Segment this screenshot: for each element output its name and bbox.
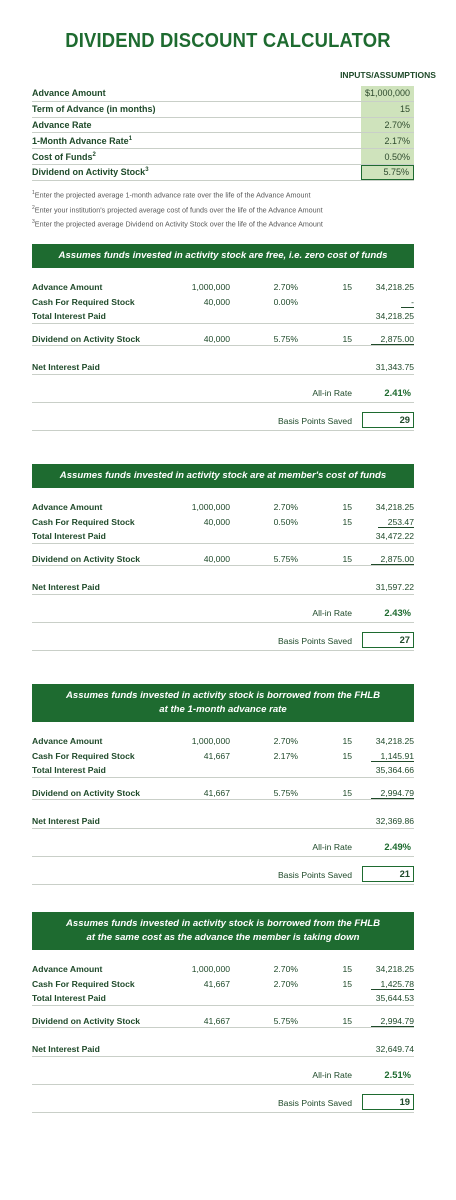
footnote: $^1$Enter the projected average 1-month advance rate over the life of the Advance Amount (32, 190, 311, 200)
row-label: Total Interest Paid (32, 765, 106, 775)
row-label: Cash For Required Stock (32, 978, 135, 989)
banner-line: Assumes funds invested in activity stock is borrowed from the FHLB (66, 690, 380, 701)
cell: 15 (342, 750, 352, 761)
row-dividend (32, 1014, 414, 1029)
cell: 2.70% (273, 978, 298, 989)
advance-amount-input[interactable]: $1,000,000 (361, 86, 414, 101)
footnote: $^3$Enter the projected average Dividend on Activity Stock over the life of the Advance Amount (32, 219, 323, 229)
row-net-interest (32, 360, 414, 375)
scenario-section-1 (32, 244, 414, 431)
basis-points-label: Basis Points Saved (277, 869, 352, 880)
row-label: Dividend on Activity Stock (32, 787, 141, 798)
basis-points-row (32, 409, 414, 431)
row-total-interest (32, 763, 414, 778)
scenario-banner (32, 244, 414, 268)
cell: 15 (342, 502, 352, 512)
one-month-rate-input[interactable]: 2.17% (361, 133, 414, 148)
cell: 2.70% (273, 282, 298, 292)
cell: 40,000 (203, 296, 230, 307)
row-cash-required (32, 515, 414, 530)
cell: 1,000,000 (191, 282, 230, 292)
cell: 41,667 (203, 787, 230, 798)
basis-points-label: Basis Points Saved (277, 415, 352, 426)
row-label: Net Interest Paid (32, 582, 100, 592)
row-cash-required (32, 977, 414, 992)
banner-line: Assumes funds invested in activity stock are free, i.e. zero cost of funds (58, 250, 388, 261)
cell: 34,218.25 (375, 282, 414, 292)
scenario-section-4 (32, 912, 414, 1113)
input-row-1-month-rate (32, 133, 414, 149)
cell: 34,218.25 (375, 736, 414, 746)
scenario-section-3 (32, 684, 414, 885)
input-row-advance-amount (32, 86, 414, 102)
term-input[interactable]: 15 (361, 102, 414, 117)
row-label: Dividend on Activity Stock (32, 1015, 141, 1026)
cell: 0.50% (273, 516, 298, 527)
row-label: Advance Amount (32, 502, 103, 512)
input-label: 1-Month Advance Rate (32, 135, 129, 146)
cell: 5.75% (273, 1015, 298, 1026)
cell: 15 (342, 978, 352, 989)
row-label: Net Interest Paid (32, 362, 100, 372)
basis-points-value: 19 (362, 1094, 414, 1110)
cell: 35,364.66 (375, 765, 414, 775)
row-label: Advance Amount (32, 736, 103, 746)
input-row-advance-rate (32, 118, 414, 134)
cell: 2.17% (273, 750, 298, 761)
cell: 40,000 (203, 516, 230, 527)
input-row-term (32, 102, 414, 118)
scenario-banner (32, 912, 414, 950)
cell: 2.70% (273, 964, 298, 974)
row-dividend (32, 552, 414, 567)
cell: 15 (342, 787, 352, 798)
basis-points-value: 27 (362, 632, 414, 648)
row-advance-amount (32, 500, 414, 515)
cell: 41,667 (203, 978, 230, 989)
all-in-rate-row (32, 835, 414, 857)
row-total-interest (32, 309, 414, 324)
cell: 35,644.53 (375, 993, 414, 1003)
cell: 32,649.74 (375, 1044, 414, 1054)
cell: 2.70% (273, 736, 298, 746)
banner-line: at the same cost as the advance the member is taking down (86, 932, 360, 943)
cell: 15 (342, 282, 352, 292)
basis-points-value: 21 (362, 866, 414, 882)
row-total-interest (32, 991, 414, 1006)
cell: 34,218.25 (375, 502, 414, 512)
cell: 5.75% (273, 333, 298, 344)
cell: 15 (342, 736, 352, 746)
row-label: Dividend on Activity Stock (32, 333, 141, 344)
basis-points-label: Basis Points Saved (277, 1097, 352, 1108)
row-net-interest (32, 814, 414, 829)
cell: 41,667 (203, 1015, 230, 1026)
cell: 34,218.25 (375, 311, 414, 321)
cell: 1,000,000 (191, 736, 230, 746)
cell: 1,425.78 (371, 979, 414, 990)
cell: 34,218.25 (375, 964, 414, 974)
row-label: Cash For Required Stock (32, 296, 135, 307)
row-net-interest (32, 580, 414, 595)
scenario-section-2 (32, 464, 414, 651)
dividend-input[interactable]: 5.75% (361, 165, 414, 180)
footnote: $^2$Enter your institution's projected average cost of funds over the life of the Advance Amount (32, 204, 323, 214)
cell: 2.70% (273, 502, 298, 512)
all-in-rate-row (32, 601, 414, 623)
basis-points-row (32, 1091, 414, 1113)
all-in-rate-label: All-in Rate (312, 387, 352, 398)
row-label: Total Interest Paid (32, 311, 106, 321)
cell: 15 (342, 516, 352, 527)
page-title: DIVIDEND DISCOUNT CALCULATOR (65, 30, 391, 52)
all-in-rate-value: 2.51% (384, 1068, 411, 1080)
input-row-cost-of-funds (32, 149, 414, 165)
all-in-rate-label: All-in Rate (312, 607, 352, 618)
scenario-banner (32, 684, 414, 722)
row-advance-amount (32, 280, 414, 295)
row-label: Dividend on Activity Stock (32, 553, 141, 564)
input-label: Cost of Funds (32, 151, 93, 162)
cell: 253.47 (378, 517, 414, 528)
footnotes (32, 186, 422, 230)
cell: 31,343.75 (375, 362, 414, 372)
row-advance-amount (32, 734, 414, 749)
scenario-banner (32, 464, 414, 488)
row-advance-amount (32, 962, 414, 977)
footnote-mark: 2 (92, 151, 96, 158)
row-label: Advance Amount (32, 964, 103, 974)
all-in-rate-value: 2.49% (384, 840, 411, 852)
cell: 1,000,000 (191, 502, 230, 512)
cell: 5.75% (273, 787, 298, 798)
cell: 32,369.86 (375, 816, 414, 826)
cell: 1,000,000 (191, 964, 230, 974)
row-cash-required (32, 295, 414, 310)
cell: 1,145.91 (371, 751, 414, 762)
cell: 5.75% (273, 553, 298, 564)
row-label: Cash For Required Stock (32, 516, 135, 527)
banner-line: Assumes funds invested in activity stock are at member's cost of funds (59, 470, 387, 481)
inputs-header: INPUTS/ASSUMPTIONS (340, 70, 436, 80)
cell: - (401, 297, 414, 308)
footnote-mark: 3 (145, 167, 149, 174)
banner-line: at the 1-month advance rate (159, 704, 287, 715)
row-total-interest (32, 529, 414, 544)
cell: 2,875.00 (371, 334, 414, 345)
input-label: Advance Amount (32, 88, 106, 99)
advance-rate-input[interactable]: 2.70% (361, 118, 414, 133)
basis-points-row (32, 863, 414, 885)
cost-of-funds-input[interactable]: 0.50% (361, 149, 414, 164)
cell: 40,000 (203, 553, 230, 564)
cell: 2,875.00 (371, 554, 414, 565)
cell: 15 (342, 333, 352, 344)
cell: 0.00% (273, 296, 298, 307)
all-in-rate-label: All-in Rate (312, 1069, 352, 1080)
row-dividend (32, 332, 414, 347)
all-in-rate-row (32, 381, 414, 403)
row-label: Advance Amount (32, 282, 103, 292)
row-label: Net Interest Paid (32, 816, 100, 826)
all-in-rate-value: 2.43% (384, 606, 411, 618)
cell: 15 (342, 964, 352, 974)
input-label: Dividend on Activity Stock (32, 167, 146, 178)
basis-points-value: 29 (362, 412, 414, 428)
basis-points-row (32, 629, 414, 651)
all-in-rate-value: 2.41% (384, 386, 411, 398)
basis-points-label: Basis Points Saved (277, 635, 352, 646)
cell: 15 (342, 1015, 352, 1026)
row-label: Total Interest Paid (32, 993, 106, 1003)
cell: 2,994.79 (371, 1016, 414, 1027)
cell: 34,472.22 (375, 531, 414, 541)
input-label: Advance Rate (32, 119, 92, 130)
input-row-dividend (32, 165, 414, 181)
cell: 15 (342, 553, 352, 564)
row-dividend (32, 786, 414, 801)
banner-line: Assumes funds invested in activity stock is borrowed from the FHLB (66, 918, 380, 929)
row-net-interest (32, 1042, 414, 1057)
cell: 2,994.79 (371, 788, 414, 799)
input-label: Term of Advance (in months) (32, 104, 156, 115)
row-label: Total Interest Paid (32, 531, 106, 541)
all-in-rate-row (32, 1063, 414, 1085)
row-label: Net Interest Paid (32, 1044, 100, 1054)
row-label: Cash For Required Stock (32, 750, 135, 761)
row-cash-required (32, 749, 414, 764)
cell: 31,597.22 (375, 582, 414, 592)
all-in-rate-label: All-in Rate (312, 841, 352, 852)
cell: 40,000 (203, 333, 230, 344)
footnote-mark: 1 (128, 135, 133, 142)
cell: 41,667 (203, 750, 230, 761)
inputs-table (32, 86, 414, 181)
